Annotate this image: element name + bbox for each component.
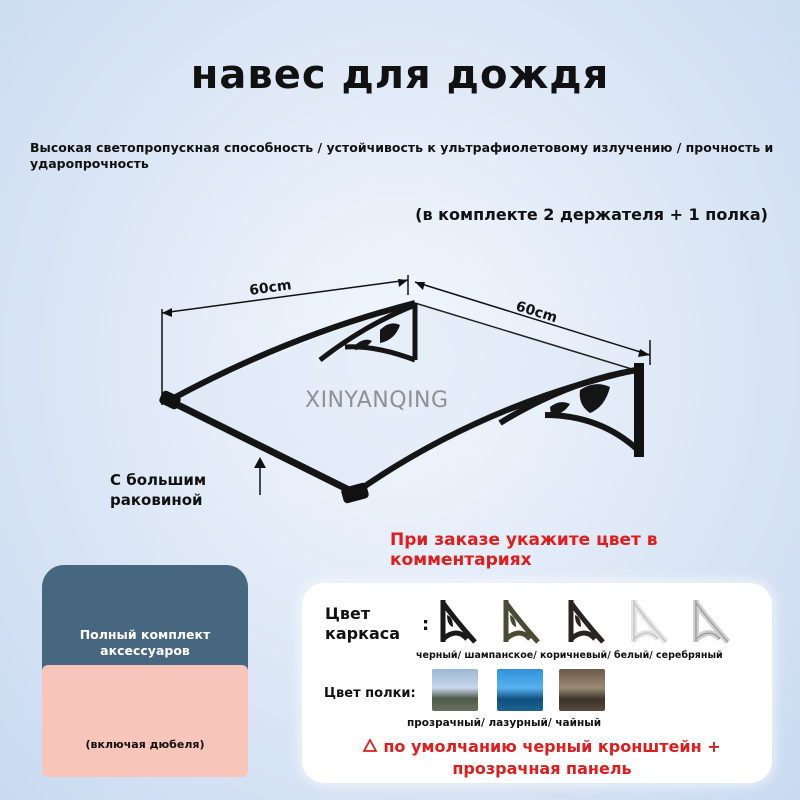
shelf-color-label: Цвет полки: xyxy=(324,686,416,701)
accessories-title: Полный комплект аксессуаров xyxy=(79,627,211,658)
frame-color-colon: : xyxy=(422,614,430,635)
watermark: XINYANQING xyxy=(305,388,449,413)
bracket-swatch-white[interactable] xyxy=(628,597,670,647)
sink-label: С большим раковиной xyxy=(110,471,207,509)
bracket-swatch-brown[interactable] xyxy=(565,597,607,647)
accessories-subtitle: (включая дюбеля) xyxy=(85,738,205,751)
bracket-swatch-silver[interactable] xyxy=(690,597,732,647)
shelf-swatch-clear[interactable] xyxy=(432,669,478,711)
shelf-swatch-azure[interactable] xyxy=(497,669,543,711)
depth-dimension-label: 60cm xyxy=(513,298,560,327)
shelf-swatch-tea[interactable] xyxy=(559,669,605,711)
accessories-card-front xyxy=(42,665,248,777)
shelf-color-options: прозрачный/ лазурный/ чайный xyxy=(407,717,602,729)
bracket-swatch-champagne[interactable] xyxy=(500,597,542,647)
order-color-note: При заказе укажите цвет в комментариях xyxy=(390,530,658,570)
bracket-swatch-black[interactable] xyxy=(437,597,479,647)
kit-contents-note: (в комплекте 2 держателя + 1 полка) xyxy=(415,205,768,224)
frame-color-label: Цвет каркаса xyxy=(325,604,401,643)
frame-color-options: черный/ шампанское/ коричневый/ белый/ серебряный xyxy=(416,650,723,661)
page-title: навес для дождя xyxy=(190,52,610,98)
width-dimension-label: 60cm xyxy=(248,277,293,299)
warning-triangle-icon xyxy=(363,736,377,758)
default-configuration-note: по умолчанию черный кронштейн + прозрачная панель xyxy=(312,736,772,780)
features-subtitle: Высокая светопропускная способность / устойчивость к ультрафиолетовому излучению / прочность и ударопрочность xyxy=(30,140,774,171)
